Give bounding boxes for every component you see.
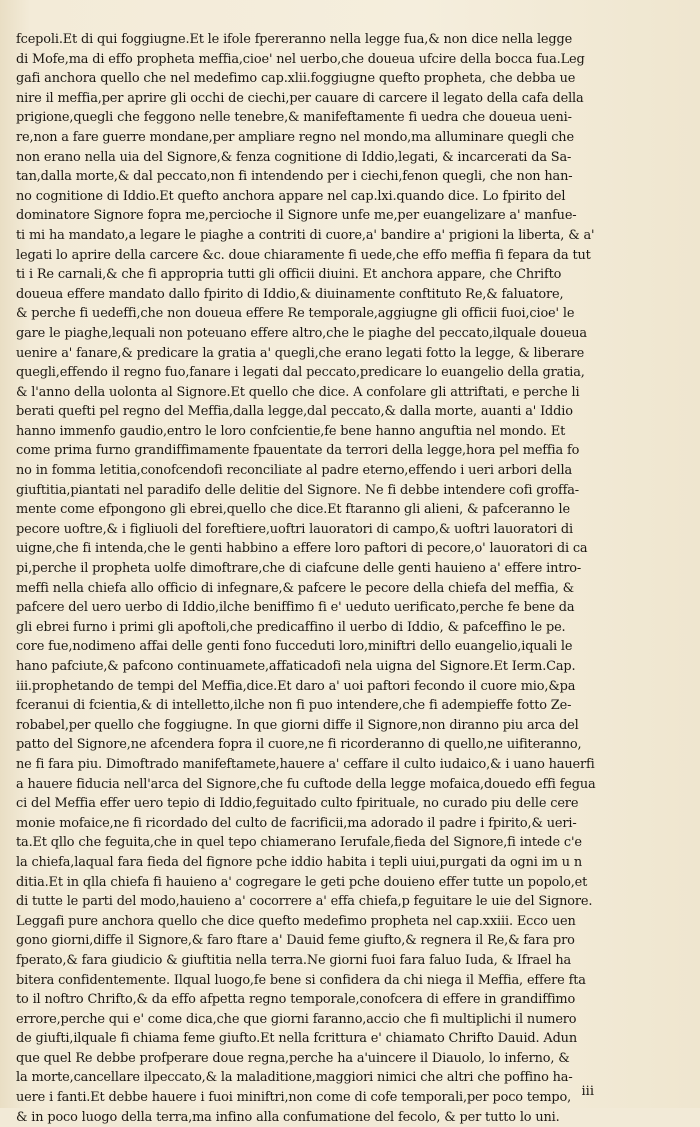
text-line: de giufti,ilquale fi chiama feme giufto.Et nella fcrittura e' chiamato Chrifto Dauid. Adun (16, 1031, 577, 1047)
text-line: hano pafciute,& pafcono continuamete,affaticadofi nela uigna del Signore.Et Ierm.Cap. (16, 659, 576, 674)
text-line: gli ebrei furno i primi gli apoftoli,che predicaffino il uerbo di Iddio, & pafceffino le pe. (16, 619, 566, 635)
text-line: patto del Signore,ne afcendera fopra il cuore,ne fi ricorderanno di quello,ne uifiteranno, (16, 737, 582, 753)
text-line: robabel,per quello che foggiugne. In que giorni diffe il Signore,non diranno piu arca del (16, 717, 579, 733)
text-line: legati lo aprire della carcere &c. doue chiaramente fi uede,che effo meffia fi fepara da tut (16, 247, 591, 263)
text-line: uere i fanti.Et debbe hauere i fuoi miniftri,non come di cofe temporali,per poco tempo, (16, 1090, 572, 1106)
text-line: di Mofe,ma di effo propheta meffia,cioe' nel uerbo,che doueua ufcire della bocca fua.Leg (16, 51, 585, 67)
text-line: non erano nella uia del Signore,& fenza cognitione di Iddio,legati, & incarcerati da Sa- (16, 149, 572, 165)
text-line: dominatore Signore fopra me,percioche il Signore unfe me,per euangelizare a' manfue- (16, 208, 577, 224)
text-line: hanno immenfo gaudio,entro le loro confcientie,fe bene hanno anguftia nel mondo. Et (16, 423, 566, 439)
text-line: fceranui di fcientia,& di intelletto,ilche non fi puo intendere,che fi adempieffe fotto Ze- (16, 698, 572, 714)
text-line: meffi nella chiefa allo officio di infegnare,& pafcere le pecore della chiefa del meffia, & (16, 580, 574, 596)
text-line: a hauere fiducia nell'arca del Signore,che fu cuftode della legge mofaica,douedo effi fegua (16, 776, 596, 792)
text-line: la chiefa,laqual fara fieda del fignore pche iddio habita i tepli uiui,purgati da ogni im u n (16, 854, 582, 870)
text-line: pi,perche il propheta uolfe dimoftrare,che di ciafcune delle genti hauieno a' effere intro- (16, 561, 582, 577)
text-line: & in poco luogo della terra,ma infino alla confumatione del fecolo, & per tutto lo uni. (16, 1109, 560, 1125)
text-line: ci del Meffia effer uero tepio di Iddio,feguitado culto fpirituale, no curado piu delle cere (16, 796, 579, 812)
text-line: ditia.Et in qlla chiefa fi hauieno a' cogregare le geti pche douieno effer tutte un popolo,et (16, 874, 588, 890)
text-line: fperato,& fara giudicio & giuftitia nella terra.Ne giorni fuoi fara faluo Iuda, & Ifrael ha (16, 952, 572, 968)
text-line: come prima furno grandiffimamente fpauentate da terrori della legge,hora pel meffia fo (16, 443, 580, 459)
text-line: doueua effere mandato dallo fpirito di Iddio,& diuinamente conftituto Re,& faluatore, (16, 286, 564, 302)
text-line: ne fi fara piu. Dimoftrado manifeftamete,hauere a' ceffare il culto iudaico,& i uano hauerfi (16, 756, 595, 772)
text-line: berati quefti pel regno del Meffia,dalla legge,dal peccato,& dalla morte, auanti a' Iddio (16, 404, 573, 420)
text-line: & perche fi uedeffi,che non doueua effere Re temporale,aggiugne gli officii fuoi,cioe' le (16, 306, 575, 322)
text-line: to il noftro Chrifto,& da effo afpetta regno temporale,conofcera di effere in grandiffimo (16, 992, 576, 1008)
text-line: core fue,nodimeno affai delle genti fono fucceduti loro,miniftri dello euangelio,iquali le (16, 639, 573, 655)
text-line: gono giorni,diffe il Signore,& faro ftare a' Dauid feme giufto,& regnera il Re,& fara pro (16, 933, 575, 949)
text-line: quegli,effendo il regno fuo,fanare i legati dal peccato,predicare lo euangelio della gratia, (16, 365, 585, 381)
text-line: tan,dalla morte,& dal peccato,non fi intendendo per i ciechi,fenon quegli, che non han- (16, 169, 573, 185)
text-line: & l'anno della uolonta al Signore.Et quello che dice. A confolare gli attriftati, e perche li (16, 384, 580, 400)
text-line: re,non a fare guerre mondane,per ampliare regno nel mondo,ma alluminare quegli che (16, 129, 574, 145)
text-line: Leggafi pure anchora quello che dice quefto medefimo propheta nel cap.xxiii. Ecco uen (16, 913, 576, 929)
text-line: uigne,che fi intenda,che le genti habbino a effere loro paftori di pecore,o' lauoratori di ca (16, 541, 588, 557)
text-line: la morte,cancellare ilpeccato,& la maladitione,maggiori nimici che altri che poffino ha- (16, 1070, 573, 1086)
text-line: ta.Et qllo che feguita,che in quel tepo chiamerano Ierufale,fieda del Signore,fi intede c'e (16, 835, 582, 851)
text-line: ti mi ha mandato,a legare le piaghe a contriti di cuore,a' bandire a' prigioni la liberta, & a' (16, 227, 595, 243)
text-line: gare le piaghe,lequali non poteuano effere altro,che le piaghe del peccato,ilquale doueua (16, 325, 587, 341)
text-line: pecore uoftre,& i figliuoli del foreftiere,uoftri lauoratori di campo,& uoftri lauoratori di (16, 521, 573, 537)
text-line: errore,perche qui e' come dica,che que giorni faranno,accio che fi multiplichi il numero (16, 1011, 577, 1027)
text-line: gafi anchora quello che nel medefimo cap.xlii.foggiugne quefto propheta, che debba ue (16, 71, 576, 87)
text-line: nire il meffia,per aprire gli occhi de ciechi,per cauare di carcere il legato della cafa della (16, 90, 584, 106)
text-line: que quel Re debbe profperare doue regna,perche ha a'uincere il Diauolo, lo inferno, & (16, 1050, 570, 1066)
text-line: prigione,quegli che feggono nelle tenebre,& manifeftamente fi uedra che doueua ueni- (16, 110, 572, 126)
text-line: bitera confidentemente. Ilqual luogo,fe bene si confidera da chi niega il Meffia, effere fta (16, 972, 586, 988)
text-line: mente come efpongono gli ebrei,quello che dice.Et ftaranno gli alieni, & pafceranno le (16, 502, 570, 518)
folio-number: iii (581, 1084, 594, 1099)
text-line: no in fomma letitia,conofcendofi reconciliate al padre eterno,effendo i ueri arbori della (16, 463, 572, 479)
text-line: ti i Re carnali,& che fi appropria tutti gli officii diuini. Et anchora appare, che Chrifto (16, 267, 562, 283)
text-line: giuftitia,piantati nel paradifo delle delitie del Signore. Ne fi debbe intendere cofi groffa- (16, 482, 579, 498)
text-line: no cognitione di Iddio.Et quefto anchora appare nel cap.lxi.quando dice. Lo fpirito del (16, 188, 566, 204)
text-block (16, 30, 686, 1127)
text-line: monie mofaice,ne fi ricordado del culto de facrificii,ma adorado il padre i fpirito,& ueri- (16, 815, 577, 831)
text-line: uenire a' fanare,& predicare la gratia a' quegli,che erano legati fotto la legge, & liberare (16, 345, 585, 361)
text-line: pafcere del uero uerbo di Iddio,ilche beniffimo fi e' ueduto uerificato,perche fe bene da (16, 600, 575, 616)
text-line: fcepoli.Et di qui foggiugne.Et le ifole fpereranno nella legge fua,& non dice nella legge (16, 32, 573, 47)
text-line: di tutte le parti del modo,hauieno a' cocorrere a' effa chiefa,p feguitare le uie del Signore. (16, 894, 593, 910)
text-line: iii.prophetando de tempi del Meffia,dice.Et daro a' uoi paftori fecondo il cuore mio,&pa (16, 678, 576, 694)
